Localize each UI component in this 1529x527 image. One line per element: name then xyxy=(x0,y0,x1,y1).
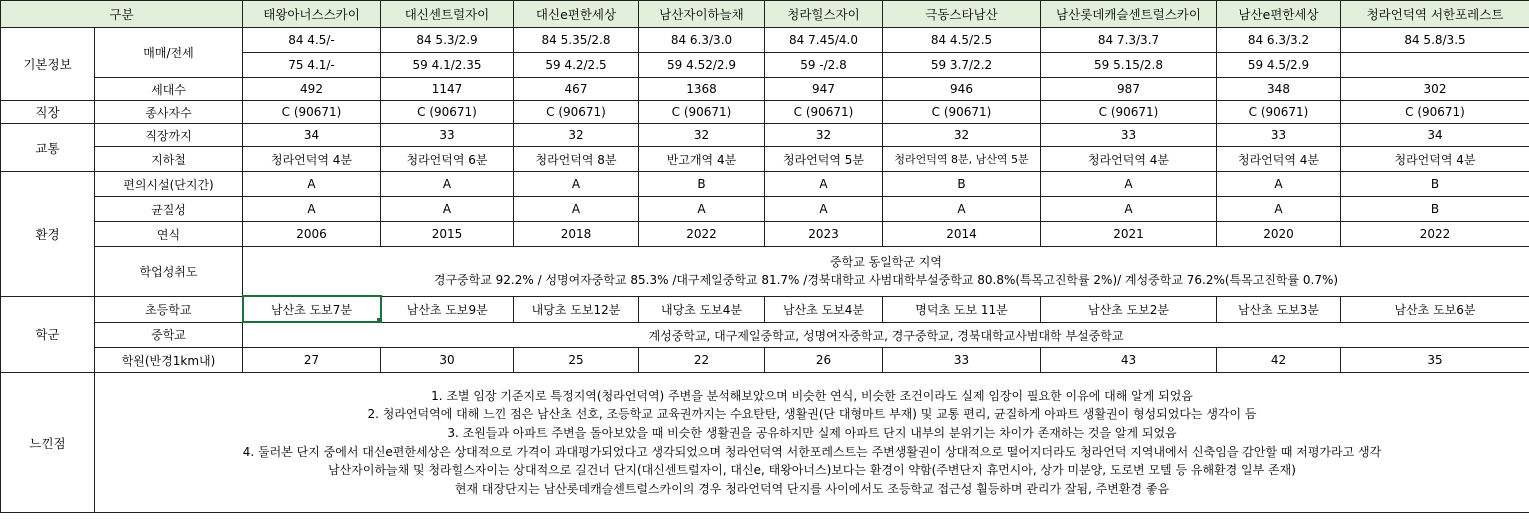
subway-cell[interactable]: 반고개역 4분 xyxy=(639,147,765,172)
price-cell[interactable]: 59 5.15/2.8 xyxy=(1041,53,1217,78)
group-basic-info[interactable]: 기본정보 xyxy=(1,28,95,101)
notes-cell[interactable] xyxy=(95,373,1529,513)
convenience-cell[interactable]: B xyxy=(1341,172,1529,197)
subway-cell[interactable]: 청라언덕역 8분 xyxy=(514,147,639,172)
achievement-row xyxy=(1,247,1529,297)
elementary-row xyxy=(1,296,1529,322)
to-work-cell[interactable]: 34 xyxy=(1341,124,1529,147)
academy-cell[interactable]: 35 xyxy=(1341,348,1529,373)
homogeneity-cell[interactable]: A xyxy=(381,197,514,222)
row-label-price[interactable]: 매매/전세 xyxy=(95,28,243,78)
to-work-row xyxy=(1,124,1529,147)
price-cell[interactable]: 59 3.7/2.2 xyxy=(883,53,1041,78)
row-label-middle[interactable]: 중학교 xyxy=(95,322,243,348)
year-cell[interactable]: 2020 xyxy=(1217,222,1341,247)
academy-cell[interactable]: 33 xyxy=(883,348,1041,373)
row-label-employees[interactable]: 종사자수 xyxy=(95,101,243,124)
subway-cell[interactable]: 청라언덕역 5분 xyxy=(765,147,883,172)
year-cell[interactable]: 2006 xyxy=(243,222,381,247)
middle-cell[interactable]: 계성중학교, 대구제일중학교, 성명여자중학교, 경구중학교, 경북대학교사범대학 부설중학교 xyxy=(243,322,1529,348)
row-label-households[interactable]: 세대수 xyxy=(95,78,243,101)
header-complex[interactable]: 태왕아너스스카이 xyxy=(243,1,381,28)
to-work-cell[interactable]: 32 xyxy=(639,124,765,147)
households-cell[interactable]: 1368 xyxy=(639,78,765,101)
year-cell[interactable]: 2018 xyxy=(514,222,639,247)
academy-cell[interactable]: 43 xyxy=(1041,348,1217,373)
convenience-cell[interactable]: A xyxy=(1041,172,1217,197)
price-cell[interactable]: 84 4.5/- xyxy=(243,28,381,53)
households-cell[interactable]: 492 xyxy=(243,78,381,101)
homogeneity-row xyxy=(1,197,1529,222)
employees-cell[interactable]: C (90671) xyxy=(1217,101,1341,124)
year-cell[interactable]: 2015 xyxy=(381,222,514,247)
elementary-cell[interactable]: 남산초 도보6분 xyxy=(1341,296,1529,322)
middle-row xyxy=(1,322,1529,348)
year-cell[interactable]: 2022 xyxy=(1341,222,1529,247)
employees-cell[interactable]: C (90671) xyxy=(243,101,381,124)
price-cell[interactable]: 84 5.3/2.9 xyxy=(381,28,514,53)
homogeneity-cell[interactable]: A xyxy=(1041,197,1217,222)
subway-cell[interactable]: 청라언덕역 4분 xyxy=(243,147,381,172)
year-cell[interactable]: 2014 xyxy=(883,222,1041,247)
elementary-cell[interactable]: 남산초 도보3분 xyxy=(1217,296,1341,322)
to-work-cell[interactable]: 32 xyxy=(514,124,639,147)
employees-cell[interactable]: C (90671) xyxy=(514,101,639,124)
group-work[interactable]: 직장 xyxy=(1,101,95,124)
households-cell[interactable]: 987 xyxy=(1041,78,1217,101)
price-cell[interactable]: 84 7.45/4.0 xyxy=(765,28,883,53)
employees-cell[interactable]: C (90671) xyxy=(765,101,883,124)
subway-cell[interactable]: 청라언덕역 4분 xyxy=(1041,147,1217,172)
year-row xyxy=(1,222,1529,247)
employees-cell[interactable]: C (90671) xyxy=(1341,101,1529,124)
fill-handle[interactable] xyxy=(376,317,381,322)
header-complex[interactable]: 남산자이하늘채 xyxy=(639,1,765,28)
convenience-cell[interactable]: A xyxy=(1217,172,1341,197)
year-cell[interactable]: 2022 xyxy=(639,222,765,247)
subway-cell[interactable]: 청라언덕역 4분 xyxy=(1341,147,1529,172)
homogeneity-cell[interactable]: B xyxy=(1341,197,1529,222)
header-complex[interactable]: 남산롯데캐슬센트럴스카이 xyxy=(1041,1,1217,28)
households-cell[interactable]: 348 xyxy=(1217,78,1341,101)
header-complex[interactable]: 극동스타남산 xyxy=(883,1,1041,28)
households-cell[interactable]: 302 xyxy=(1341,78,1529,101)
to-work-cell[interactable]: 33 xyxy=(1217,124,1341,147)
subway-cell[interactable]: 청라언덕역 8분, 남산역 5분 xyxy=(883,147,1041,172)
price-cell[interactable]: 75 4.1/- xyxy=(243,53,381,78)
to-work-cell[interactable]: 33 xyxy=(381,124,514,147)
elementary-cell[interactable]: 명덕초 도보 11분 xyxy=(883,296,1041,322)
price-cell[interactable]: 84 5.35/2.8 xyxy=(514,28,639,53)
achievement-cell[interactable] xyxy=(243,247,1529,297)
academy-row xyxy=(1,348,1529,373)
header-complex[interactable]: 대신e편한세상 xyxy=(514,1,639,28)
employees-cell[interactable]: C (90671) xyxy=(381,101,514,124)
price-cell[interactable]: 59 4.5/2.9 xyxy=(1217,53,1341,78)
row-label-convenience[interactable]: 편의시설(단지간) xyxy=(95,172,243,197)
row-label-year[interactable]: 연식 xyxy=(95,222,243,247)
header-row xyxy=(1,1,1529,28)
convenience-cell[interactable]: A xyxy=(514,172,639,197)
households-cell[interactable]: 467 xyxy=(514,78,639,101)
note-line: 남산자이하늘채 및 청라힐스자이는 상대적으로 길건너 단지(대신센트럴자이, 대신e, 태왕아너스)보다는 환경이 약함(주변단지 휴먼시아, 상가 미분양, 도로변 모텔 등 유해환경 일부 존재) xyxy=(328,463,1296,478)
elementary-cell-text: 남산초 도보7분 xyxy=(270,302,352,317)
header-complex[interactable]: 대신센트럴자이 xyxy=(381,1,514,28)
price-cell[interactable]: 59 -/2.8 xyxy=(765,53,883,78)
elementary-cell[interactable]: 내당초 도보4분 xyxy=(639,296,765,322)
year-cell[interactable]: 2023 xyxy=(765,222,883,247)
price-cell[interactable]: 84 6.3/3.0 xyxy=(639,28,765,53)
header-complex[interactable]: 청라힐스자이 xyxy=(765,1,883,28)
employees-cell[interactable]: C (90671) xyxy=(1041,101,1217,124)
convenience-cell[interactable]: B xyxy=(639,172,765,197)
row-label-elementary[interactable]: 초등학교 xyxy=(95,296,243,322)
households-cell[interactable]: 1147 xyxy=(381,78,514,101)
academy-cell[interactable]: 42 xyxy=(1217,348,1341,373)
year-cell[interactable]: 2021 xyxy=(1041,222,1217,247)
households-row xyxy=(1,78,1529,101)
achievement-title: 중학교 동일학군 지역 xyxy=(830,255,942,269)
price-cell[interactable]: 59 4.1/2.35 xyxy=(381,53,514,78)
academy-cell[interactable]: 25 xyxy=(514,348,639,373)
group-notes[interactable]: 느낀점 xyxy=(1,373,95,513)
note-line: 현재 대장단지는 남산롯데캐슬센트럴스카이의 경우 청라언덕역 단지를 사이에서도 조등학교 접근성 훨등하며 관리가 잘됨, 주변환경 좋음 xyxy=(454,481,1170,496)
convenience-cell[interactable]: A xyxy=(381,172,514,197)
academy-cell[interactable]: 30 xyxy=(381,348,514,373)
elementary-cell-selected[interactable] xyxy=(243,296,381,322)
header-label[interactable]: 구분 xyxy=(1,1,243,28)
elementary-cell[interactable]: 남산초 도보2분 xyxy=(1041,296,1217,322)
price-cell[interactable]: 59 4.52/2.9 xyxy=(639,53,765,78)
to-work-cell[interactable]: 33 xyxy=(1041,124,1217,147)
price-cell[interactable]: 59 4.2/2.5 xyxy=(514,53,639,78)
header-complex[interactable]: 청라언덕역 서한포레스트 xyxy=(1341,1,1529,28)
price-cell[interactable]: 84 4.5/2.5 xyxy=(883,28,1041,53)
subway-cell[interactable]: 청라언덕역 4분 xyxy=(1217,147,1341,172)
convenience-cell[interactable]: A xyxy=(243,172,381,197)
note-line: 1. 조별 임장 기준지로 특정지역(청라언덕역) 주변을 분석해보았으며 비슷한 연식, 비슷한 조건이라도 실제 임장이 필요한 이유에 대해 알게 되었음 xyxy=(431,388,1193,403)
convenience-row xyxy=(1,172,1529,197)
academy-cell[interactable]: 26 xyxy=(765,348,883,373)
row-label-to-work[interactable]: 직장까지 xyxy=(95,124,243,147)
employees-cell[interactable]: C (90671) xyxy=(639,101,765,124)
homogeneity-cell[interactable]: A xyxy=(243,197,381,222)
elementary-cell[interactable]: 남산초 도보4분 xyxy=(765,296,883,322)
price-cell[interactable] xyxy=(1341,53,1529,78)
price-cell[interactable]: 84 5.8/3.5 xyxy=(1341,28,1529,53)
notes-row xyxy=(1,373,1529,513)
homogeneity-cell[interactable]: A xyxy=(765,197,883,222)
employees-row xyxy=(1,101,1529,124)
to-work-cell[interactable]: 34 xyxy=(243,124,381,147)
elementary-cell[interactable]: 내당초 도보12분 xyxy=(514,296,639,322)
households-cell[interactable]: 946 xyxy=(883,78,1041,101)
employees-cell[interactable]: C (90671) xyxy=(883,101,1041,124)
group-environment[interactable]: 환경 xyxy=(1,172,95,297)
group-school[interactable]: 학군 xyxy=(1,296,95,373)
achievement-detail: 경구중학교 92.2% / 성명여자중학교 85.3% /대구제일중학교 81.7% /경북대학교 사범대학부설중학교 80.8%(특목고진학률 2%)/ 계성중학교 76.2%(특목고진학률 0.7%) xyxy=(433,273,1339,287)
row-label-homogeneity[interactable]: 균질성 xyxy=(95,197,243,222)
row-label-academy[interactable]: 학원(반경1km내) xyxy=(95,348,243,373)
note-line: 2. 청라언덕역에 대해 느낀 점은 남산초 선호, 조등학교 교육권까지는 수요탄탄, 생활권(단 대형마트 부재) 및 교통 편리, 균질하게 아파트 생활권이 형성되었다는 생각이 듬 xyxy=(367,407,1257,422)
homogeneity-cell[interactable]: A xyxy=(1217,197,1341,222)
convenience-cell[interactable]: A xyxy=(765,172,883,197)
homogeneity-cell[interactable]: A xyxy=(883,197,1041,222)
header-complex[interactable]: 남산e편한세상 xyxy=(1217,1,1341,28)
price-cell[interactable]: 84 6.3/3.2 xyxy=(1217,28,1341,53)
note-line: 4. 둘러본 단지 중에서 대신e편한세상은 상대적으로 가격이 과대평가되었다고 생각되었으며 청라언덕역 서한포레스트는 주변생활권이 상대적으로 떨어지더라도 청라언덕 지역내에서 신축임을 감안할 때 저평가라고 생각 xyxy=(242,444,1382,459)
to-work-cell[interactable]: 32 xyxy=(765,124,883,147)
subway-row xyxy=(1,147,1529,172)
households-cell[interactable]: 947 xyxy=(765,78,883,101)
academy-cell[interactable]: 22 xyxy=(639,348,765,373)
homogeneity-cell[interactable]: A xyxy=(639,197,765,222)
elementary-cell[interactable]: 남산초 도보9분 xyxy=(381,296,514,322)
note-line: 3. 조원들과 아파트 주변을 돌아보았을 때 비슷한 생활권을 공유하지만 실제 아파트 단지 내부의 분위기는 차이가 존재하는 것을 알게 되었음 xyxy=(447,425,1177,440)
convenience-cell[interactable]: B xyxy=(883,172,1041,197)
price-row-1 xyxy=(1,28,1529,53)
price-cell[interactable]: 84 7.3/3.7 xyxy=(1041,28,1217,53)
subway-cell[interactable]: 청라언덕역 6분 xyxy=(381,147,514,172)
group-traffic[interactable]: 교통 xyxy=(1,124,95,172)
academy-cell[interactable]: 27 xyxy=(243,348,381,373)
row-label-subway[interactable]: 지하철 xyxy=(95,147,243,172)
row-label-achievement[interactable]: 학업성취도 xyxy=(95,247,243,297)
to-work-cell[interactable]: 32 xyxy=(883,124,1041,147)
homogeneity-cell[interactable]: A xyxy=(514,197,639,222)
